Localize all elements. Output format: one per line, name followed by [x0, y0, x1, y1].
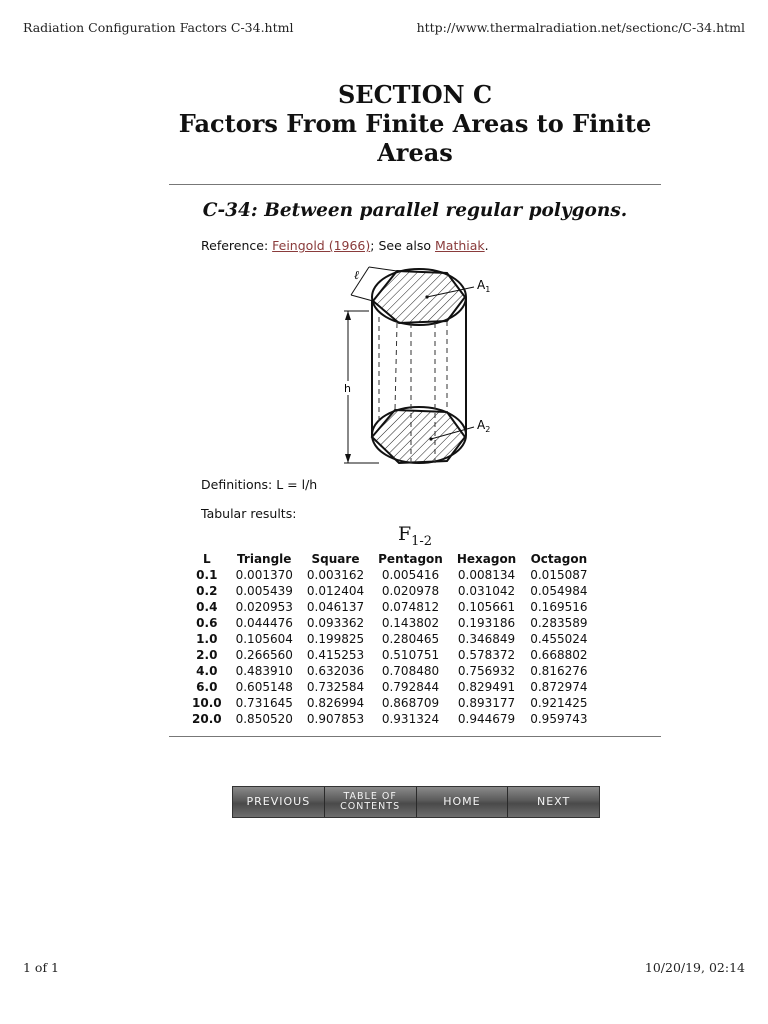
- column-header: Square: [311, 551, 360, 566]
- home-button[interactable]: HOME: [417, 787, 509, 817]
- table-row: [185, 679, 595, 695]
- table-header-row: [185, 551, 595, 567]
- table-row: [185, 711, 595, 727]
- factor-value-cell: 0.020978: [381, 583, 440, 598]
- main-content: [169, 80, 661, 737]
- reference-line: [201, 238, 661, 253]
- table-row: [185, 583, 595, 599]
- factor-value-cell: 0.893177: [457, 695, 516, 710]
- parallel-polygons-diagram: [339, 257, 509, 469]
- factor-value-cell: 0.708480: [381, 663, 440, 678]
- factor-value-cell: 0.632036: [306, 663, 365, 678]
- section-title-line1: SECTION C: [337, 80, 493, 109]
- factor-value-cell: 0.020953: [235, 599, 293, 614]
- factor-value-cell: 0.732584: [306, 679, 365, 694]
- factor-value-cell: 0.346849: [457, 631, 516, 646]
- factor-value-cell: 0.044476: [235, 615, 293, 630]
- factor-value-cell: 0.826994: [306, 695, 365, 710]
- factor-value-cell: 0.731645: [235, 695, 293, 710]
- factor-value-cell: 0.578372: [457, 647, 516, 662]
- l-value-cell: 20.0: [192, 711, 222, 726]
- page-count: 1 of 1: [23, 960, 60, 975]
- mathiak-link[interactable]: Mathiak: [435, 238, 485, 253]
- factor-value-cell: 0.280465: [381, 631, 440, 646]
- a1-label: $A_1$: [477, 278, 491, 294]
- factor-value-cell: 0.868709: [381, 695, 440, 710]
- table-body: [185, 567, 595, 727]
- l-value-cell: 0.1: [196, 567, 218, 582]
- table-row: [185, 599, 595, 615]
- factor-value-cell: 0.455024: [530, 631, 588, 646]
- factor-value-cell: 0.931324: [381, 711, 440, 726]
- definitions: Definitions: L = l/h: [201, 477, 318, 492]
- factor-value-cell: 0.829491: [457, 679, 516, 694]
- factor-subscript: 1-2: [411, 533, 433, 549]
- factor-value-cell: 0.792844: [381, 679, 440, 694]
- l-value-cell: 10.0: [192, 695, 222, 710]
- factor-value-cell: 0.001370: [235, 567, 293, 582]
- table-row: [185, 647, 595, 663]
- factor-value-cell: 0.012404: [306, 583, 365, 598]
- factor-value-cell: 0.105661: [457, 599, 516, 614]
- results-table: [185, 551, 595, 727]
- l-value-cell: 2.0: [196, 647, 218, 662]
- factor-value-cell: 0.668802: [530, 647, 588, 662]
- factor-value-cell: 0.415253: [306, 647, 365, 662]
- factor-value-cell: 0.031042: [457, 583, 516, 598]
- factor-value-cell: 0.921425: [530, 695, 588, 710]
- print-datetime: 10/20/19, 02:14: [644, 960, 745, 975]
- l-label: ℓ: [354, 268, 359, 282]
- factor-value-cell: 0.169516: [530, 599, 588, 614]
- factor-value-cell: 0.074812: [381, 599, 440, 614]
- l-value-cell: 4.0: [196, 663, 218, 678]
- factor-value-cell: 0.046137: [306, 599, 365, 614]
- factor-value-cell: 0.105604: [235, 631, 293, 646]
- factor-value-cell: 0.756932: [457, 663, 516, 678]
- document-title: Radiation Configuration Factors C-34.html: [23, 20, 294, 35]
- factor-value-cell: 0.944679: [457, 711, 516, 726]
- factor-value-cell: 0.199825: [306, 631, 365, 646]
- factor-value-cell: 0.005416: [381, 567, 440, 582]
- factor-value-cell: 0.850520: [235, 711, 293, 726]
- factor-value-cell: 0.283589: [530, 615, 588, 630]
- next-button[interactable]: NEXT: [508, 787, 599, 817]
- factor-symbol: F: [397, 523, 412, 545]
- h-label: h: [344, 382, 351, 395]
- print-footer: [23, 960, 745, 975]
- factor-value-cell: 0.008134: [457, 567, 516, 582]
- table-row: [185, 567, 595, 583]
- section-title: [169, 80, 661, 167]
- factor-title: [169, 523, 661, 549]
- tabular-label: Tabular results:: [201, 506, 297, 521]
- toc-line1: TABLE OF: [343, 791, 397, 802]
- table-row: [185, 615, 595, 631]
- column-header: Pentagon: [378, 551, 443, 566]
- reference-prefix: Reference:: [201, 238, 273, 253]
- l-value-cell: 6.0: [196, 679, 218, 694]
- factor-value-cell: 0.872974: [530, 679, 588, 694]
- factor-value-cell: 0.015087: [530, 567, 588, 582]
- table-of-contents-button[interactable]: [325, 787, 417, 817]
- column-header: Hexagon: [456, 551, 517, 566]
- table-row: [185, 631, 595, 647]
- factor-value-cell: 0.483910: [235, 663, 293, 678]
- l-value-cell: 0.4: [196, 599, 218, 614]
- case-title: C-34: Between parallel regular polygons.: [202, 200, 628, 221]
- previous-button[interactable]: PREVIOUS: [233, 787, 325, 817]
- factor-value-cell: 0.005439: [235, 583, 293, 598]
- bottom-divider: [169, 736, 661, 737]
- document-url: http://www.thermalradiation.net/sectionc/C-34.html: [416, 20, 745, 35]
- a2-label: $A_2$: [477, 418, 491, 434]
- column-header: Octagon: [530, 551, 588, 566]
- column-header: L: [202, 551, 211, 566]
- section-title-line2: Factors From Finite Areas to Finite: [178, 109, 652, 138]
- feingold-link[interactable]: Feingold (1966): [272, 238, 371, 253]
- factor-value-cell: 0.266560: [235, 647, 293, 662]
- factor-value-cell: 0.510751: [381, 647, 440, 662]
- factor-value-cell: 0.054984: [530, 583, 588, 598]
- top-polygon-a1: [373, 271, 465, 323]
- l-value-cell: 0.6: [196, 615, 218, 630]
- factor-value-cell: 0.193186: [457, 615, 516, 630]
- toc-line2: CONTENTS: [340, 801, 401, 812]
- print-header: [23, 20, 745, 35]
- factor-value-cell: 0.003162: [306, 567, 365, 582]
- section-title-line3: Areas: [377, 138, 453, 167]
- l-value-cell: 1.0: [196, 631, 218, 646]
- factor-value-cell: 0.816276: [530, 663, 588, 678]
- table-row: [185, 663, 595, 679]
- l-value-cell: 0.2: [196, 583, 218, 598]
- reference-suffix: .: [484, 238, 489, 253]
- factor-value-cell: 0.093362: [306, 615, 365, 630]
- factor-value-cell: 0.959743: [530, 711, 588, 726]
- factor-value-cell: 0.143802: [381, 615, 440, 630]
- column-header: Triangle: [237, 551, 292, 566]
- navigation-bar: [232, 786, 600, 818]
- factor-value-cell: 0.907853: [306, 711, 365, 726]
- top-divider: [169, 184, 661, 185]
- factor-value-cell: 0.605148: [235, 679, 293, 694]
- polygon-figure: [169, 257, 661, 469]
- reference-middle: ; See also: [370, 238, 436, 253]
- table-row: [185, 695, 595, 711]
